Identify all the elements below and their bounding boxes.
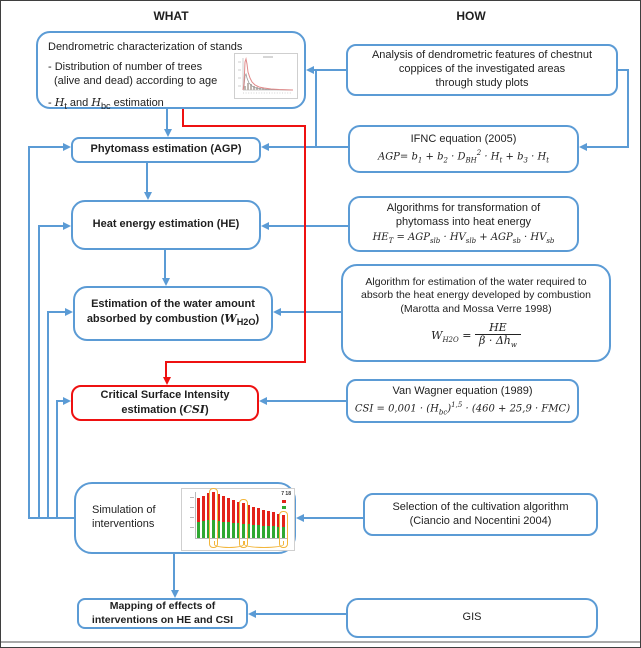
marotta-line1: Algorithm for estimation of the water required to [365, 276, 587, 289]
arrow-marotta-to-water [275, 311, 341, 313]
arrowhead-simulation-to-mapping [171, 590, 179, 598]
sim-chart-y-axis [195, 492, 196, 539]
arrowhead-marotta-to-water [273, 308, 281, 316]
sim-chart-bar [267, 511, 270, 538]
arrowhead-vanwagner-to-csi [259, 397, 267, 405]
dendrometric-bullet1-line2: (alive and dead) according to age [54, 74, 218, 87]
arrowhead-ifnc-to-agp [261, 143, 269, 151]
analysis-box [346, 44, 618, 96]
marotta-formula-denominator: $\beta \cdot \Delta h_w$ [478, 333, 517, 349]
heat-energy-box [71, 200, 261, 250]
phytomass-agp-label: Phytomass estimation (AGP) [90, 143, 242, 156]
feedback-arrow-water [47, 311, 66, 313]
arrowhead-gis-to-mapping [248, 610, 256, 618]
csi-line2: estimation (CSI) [121, 402, 209, 416]
van-wagner-formula: CSI = $0,001 \cdot (H_{bc})^{1,5} \cdot (460 + 25,9 \cdot FMC)$ [354, 401, 571, 417]
arrow-selection-to-simulation [298, 517, 363, 519]
heat-energy-label: Heat energy estimation (HE) [92, 218, 240, 231]
red-connector-h2 [165, 361, 306, 363]
ifnc-title: IFNC equation (2005) [410, 132, 517, 145]
arrow-to-ifnc [581, 146, 629, 148]
sim-chart-ytick [190, 507, 194, 508]
sim-chart-bar [262, 510, 265, 538]
mapping-box [77, 598, 248, 629]
ifnc-box [348, 125, 579, 173]
feedback-vline-he [38, 225, 40, 519]
sim-chart-bar [257, 508, 260, 538]
sim-chart-highlight-capsule [209, 488, 218, 548]
van-wagner-box [346, 379, 579, 423]
water-amount-box [73, 286, 273, 341]
arrowhead-to-ifnc [579, 143, 587, 151]
sim-chart-ytick [190, 527, 194, 528]
sim-chart-bar [232, 500, 235, 538]
sim-chart-legend-red-swatch [282, 500, 286, 503]
sim-chart-bar [197, 498, 200, 538]
connector-analysis-agp-trunk [315, 69, 317, 148]
age-distribution-chart-thumbnail [234, 53, 298, 99]
csi-line1: Critical Surface Intensity [100, 388, 230, 401]
marotta-box [341, 264, 611, 362]
algorithms-line1: Algorithms for transformation of [386, 201, 541, 214]
marotta-formula-fraction [475, 322, 521, 350]
sim-chart-corner-text: 7 18 [281, 491, 291, 497]
sim-chart-legend-green-swatch [282, 506, 286, 509]
age-distribution-chart-svg [235, 54, 297, 98]
marotta-formula-numerator: HE [475, 322, 521, 335]
sim-chart-ytick [190, 517, 194, 518]
van-wagner-title: Van Wagner equation (1989) [392, 384, 533, 397]
algorithms-box [348, 196, 579, 252]
what-column-header: WHAT [153, 9, 189, 23]
selection-line1: Selection of the cultivation algorithm [392, 500, 569, 513]
sim-chart-highlight-arc [244, 541, 284, 548]
red-connector-v2 [304, 125, 306, 363]
algorithms-formula: $HE_T = AGP_{slb} \cdot HV_{slb} + AGP_{sb} \cdot HV_{sb}$ [372, 232, 555, 246]
sim-chart-bar [222, 496, 225, 538]
feedback-arrowhead-water [65, 308, 73, 316]
water-amount-line1: Estimation of the water amount [91, 298, 255, 311]
sim-chart-ytick [190, 497, 194, 498]
marotta-line2: absorb the heat energy developed by combustion [361, 289, 591, 302]
feedback-arrowhead-csi [63, 397, 71, 405]
csi-box [71, 385, 259, 421]
red-connector-h1 [182, 125, 306, 127]
sim-chart-bar [252, 507, 255, 538]
arrow-agp-to-he [146, 163, 148, 193]
analysis-line2: coppices of the investigated areas [398, 63, 566, 76]
selection-box [363, 493, 598, 536]
red-arrowhead-to-csi [163, 377, 171, 385]
connector-analysis-right-v [627, 69, 629, 148]
arrowhead-analysis-to-dendrometric [306, 66, 314, 74]
simulation-line1: Simulation of [92, 504, 156, 517]
arrowhead-selection-to-simulation [296, 514, 304, 522]
simulation-chart-thumbnail [181, 488, 295, 551]
gis-label: GIS [462, 611, 482, 624]
phytomass-agp-box [71, 137, 261, 163]
dendrometric-bullet2: - $H_t$ and $H_{bc}$ estimation [48, 96, 164, 112]
arrow-vanwagner-to-csi [261, 400, 346, 402]
feedback-arrow-he [38, 225, 64, 227]
water-amount-line2: absorbed by combustion $(W_{H2O})$ [86, 312, 260, 328]
feedback-vline-water [47, 311, 49, 519]
analysis-line3: through study plots [435, 76, 529, 89]
feedback-base-line [28, 517, 74, 519]
arrow-simulation-to-mapping [173, 554, 175, 592]
algorithms-line2: phytomass into heat energy [395, 215, 532, 228]
figure-bottom-rule [1, 641, 640, 643]
arrow-dendrometric-to-agp [166, 109, 168, 131]
analysis-line1: Analysis of dendrometric features of chestnut [371, 49, 593, 62]
marotta-formula [431, 322, 521, 350]
feedback-vline-agp [28, 146, 30, 519]
marotta-line3: (Marotta and Mossa Verre 1998) [400, 302, 552, 315]
how-column-header: HOW [456, 9, 486, 23]
dendrometric-bullet1-line1: - Distribution of number of trees [48, 60, 203, 73]
simulation-line2: interventions [92, 518, 155, 530]
mapping-line2: interventions on HE and CSI [91, 613, 234, 626]
feedback-arrowhead-agp [63, 143, 71, 151]
marotta-formula-lhs: $W_{H2O}$ = [431, 328, 472, 344]
sim-chart-highlight-arc [214, 541, 244, 548]
arrow-gis-to-mapping [250, 613, 346, 615]
feedback-arrowhead-he [63, 222, 71, 230]
selection-line2: (Ciancio and Nocentini 2004) [409, 514, 552, 527]
dendrometric-title: Dendrometric characterization of stands [48, 41, 243, 53]
ifnc-formula: $AGP= b_1 + b_2 \cdot D_{BH}^2 \cdot H_t + b_3 \cdot H_t$ [377, 149, 550, 165]
feedback-arrow-agp [28, 146, 64, 148]
sim-chart-bar [227, 498, 230, 538]
mapping-line1: Mapping of effects of [109, 600, 216, 613]
arrow-he-to-water [164, 250, 166, 279]
sim-chart-bar [202, 496, 205, 538]
arrowhead-agp-to-he [144, 192, 152, 200]
arrowhead-he-to-water [162, 278, 170, 286]
gis-box [346, 598, 598, 638]
arrowhead-dendrometric-to-agp [164, 129, 172, 137]
sim-chart-bar [272, 512, 275, 538]
arrowhead-algorithms-to-he [261, 222, 269, 230]
feedback-vline-csi [56, 400, 58, 519]
